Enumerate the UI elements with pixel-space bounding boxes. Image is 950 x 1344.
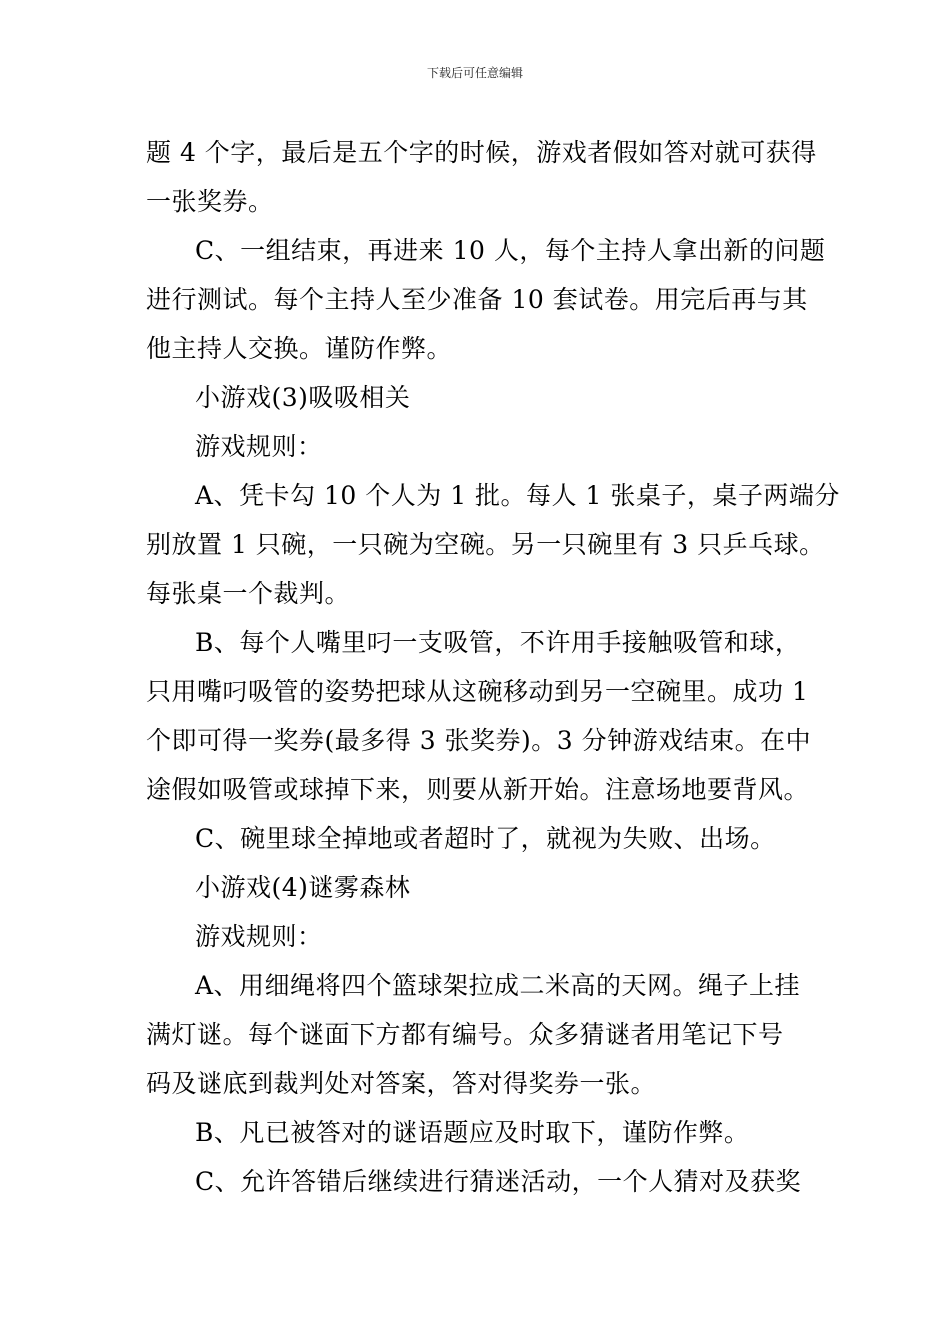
paragraph-line: 满灯谜。每个谜面下方都有编号。众多猜谜者用笔记下号: [146, 1020, 784, 1049]
paragraph-line: C、一组结束，再进来 10 人，每个主持人拿出新的问题: [195, 236, 826, 265]
paragraph-line: C、允许答错后继续进行猜迷活动，一个人猜对及获奖: [195, 1167, 802, 1196]
document-body: [146, 128, 840, 1206]
page-header: 下载后可任意编辑: [426, 66, 523, 80]
paragraph-line: C、碗里球全掉地或者超时了，就视为失败、出场。: [195, 824, 776, 853]
paragraph-line: 个即可得一奖券(最多得 3 张奖券)。3 分钟游戏结束。在中: [146, 726, 812, 755]
section-heading: 小游戏(3)吸吸相关: [195, 383, 411, 412]
paragraph-line: 题 4 个字，最后是五个字的时候，游戏者假如答对就可获得: [146, 138, 817, 167]
paragraph-line: 进行测试。每个主持人至少准备 10 套试卷。用完后再与其: [146, 285, 808, 314]
section-heading: 小游戏(4)谜雾森林: [195, 873, 411, 902]
paragraph-line: A、凭卡勾 10 个人为 1 批。每人 1 张桌子，桌子两端分: [195, 481, 840, 510]
paragraph-line: A、用细绳将四个篮球架拉成二米高的天网。绳子上挂: [195, 971, 801, 1000]
rules-label: 游戏规则：: [195, 922, 323, 951]
paragraph-line: 码及谜底到裁判处对答案，答对得奖券一张。: [146, 1069, 657, 1098]
paragraph-line: 途假如吸管或球掉下来，则要从新开始。注意场地要背风。: [146, 775, 810, 804]
paragraph-line: 一张奖券。: [146, 187, 274, 216]
paragraph-line: 每张桌一个裁判。: [146, 579, 351, 608]
paragraph-line: 别放置 1 只碗，一只碗为空碗。另一只碗里有 3 只乒乓球。: [146, 530, 825, 559]
rules-label: 游戏规则：: [195, 432, 323, 461]
paragraph-line: B、每个人嘴里叼一支吸管，不许用手接触吸管和球，: [195, 628, 801, 657]
paragraph-line: B、凡已被答对的谜语题应及时取下，谨防作弊。: [195, 1118, 750, 1147]
paragraph-line: 只用嘴叼吸管的姿势把球从这碗移动到另一空碗里。成功 1: [146, 677, 809, 706]
paragraph-line: 他主持人交换。谨防作弊。: [146, 334, 453, 363]
